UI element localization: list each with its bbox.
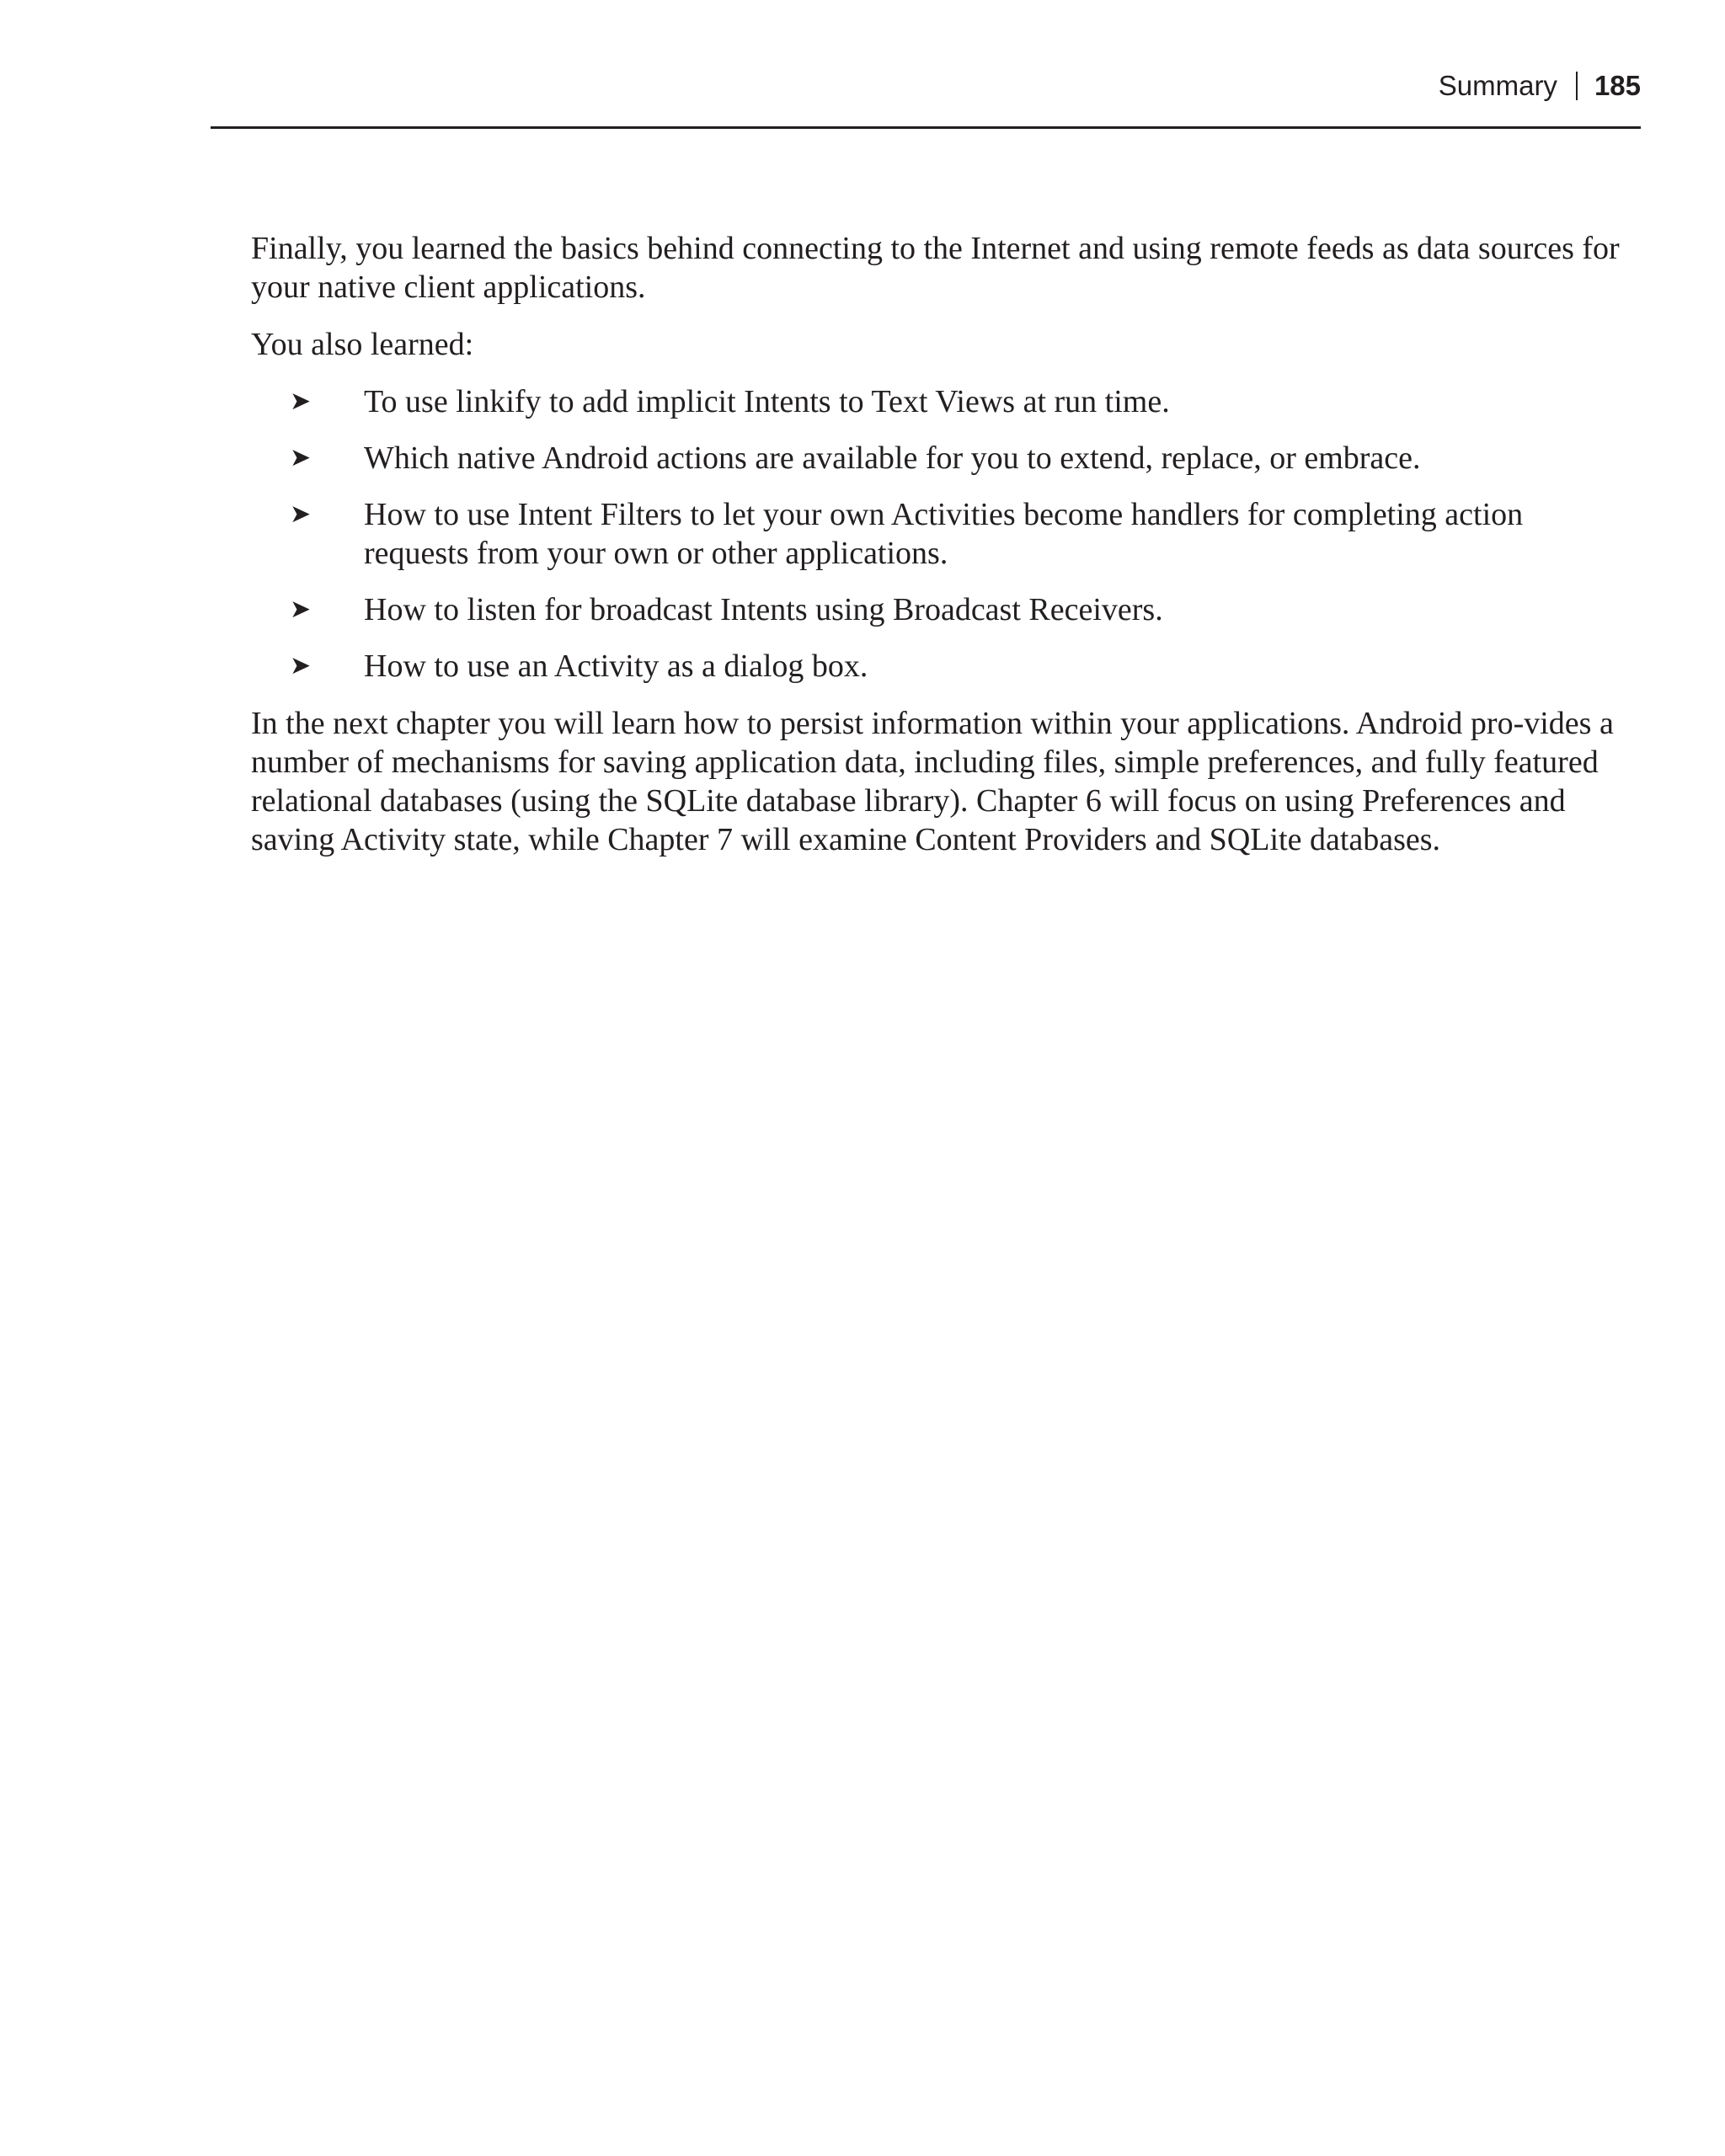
list-item [251,590,1626,629]
arrow-bullet-icon: ➤ [290,651,312,680]
list-item [251,382,1626,421]
arrow-bullet-icon: ➤ [290,499,312,529]
learned-bullet-list [251,382,1626,686]
next-chapter-paragraph: In the next chapter you will learn how to persist information within your applications. Android pro-vides a number of mechanisms for saving application data, including files, simple preferences, and fully featured relational databases (using the SQLite database library). Chapter 6 will focus on using Preferences and saving Activity state, while Chapter 7 will examine Content Providers and SQLite databases. [251,706,1614,857]
list-item [251,439,1626,478]
running-header-section-title: Summary [1438,70,1557,101]
intro-paragraph: Finally, you learned the basics behind connecting to the Internet and using remote feeds as data sources for your native client applications. [251,231,1620,305]
arrow-bullet-icon: ➤ [290,595,312,624]
header-separator [1576,72,1578,100]
list-item-text: To use linkify to add implicit Intents to Text Views at run time. [364,384,1170,419]
running-header [211,61,1641,111]
list-item [251,647,1626,686]
arrow-bullet-icon: ➤ [290,443,312,472]
page-body [251,229,1626,878]
learned-lead-paragraph: You also learned: [251,327,474,362]
list-item-text: How to use an Activity as a dialog box. [364,648,868,684]
list-item-text: Which native Android actions are available for you to extend, replace, or embrace. [364,440,1421,476]
header-rule [211,126,1641,129]
list-item-text: How to listen for broadcast Intents using Broadcast Receivers. [364,592,1163,627]
page-number: 185 [1594,70,1641,101]
list-item [251,495,1626,573]
arrow-bullet-icon: ➤ [290,387,312,416]
list-item-text: How to use Intent Filters to let your own Activities become handlers for completing action requests from your own or other applications. [364,497,1524,571]
